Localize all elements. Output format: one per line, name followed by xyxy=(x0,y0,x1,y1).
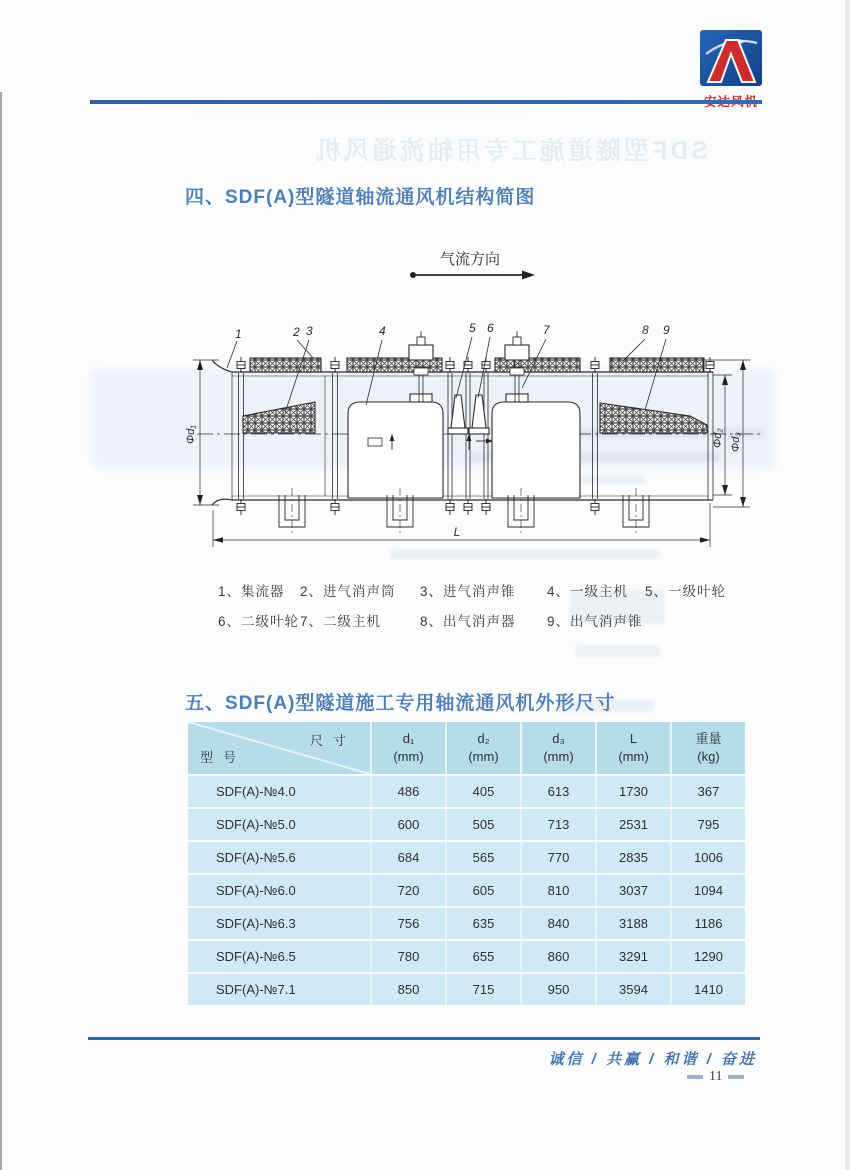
column-header-d2 xyxy=(445,722,520,774)
table-row xyxy=(188,875,745,906)
silencer-shells xyxy=(250,358,704,372)
section4-title: 四、SDF(A)型隧道轴流通风机结构简图 xyxy=(185,187,536,208)
legend-item: 4、一级主机 xyxy=(547,584,629,599)
value-cell: 810 xyxy=(520,875,595,906)
model-cell: SDF(A)-№7.1 xyxy=(216,982,296,997)
value-cell: 3188 xyxy=(595,908,670,939)
dimension-d1 xyxy=(185,360,219,505)
airflow-direction-label: 气流方向 xyxy=(439,251,501,268)
model-cell: SDF(A)-№5.0 xyxy=(216,817,296,832)
value-cell: 3594 xyxy=(595,974,670,1005)
brand-logo xyxy=(700,30,762,110)
bleed-through-bar xyxy=(575,645,660,657)
page-number-dash xyxy=(728,1075,744,1079)
table-row xyxy=(188,776,745,807)
footer-slogan: 诚信 / 共赢 / 和谐 / 奋进 xyxy=(548,1051,757,1068)
table-row xyxy=(188,842,745,873)
column-header-main: d₃ xyxy=(552,731,565,747)
value-cell: 655 xyxy=(445,941,520,972)
value-cell: 405 xyxy=(445,776,520,807)
dimensions-table xyxy=(188,722,745,1005)
value-cell: 2835 xyxy=(595,842,670,873)
page-number xyxy=(687,1069,744,1085)
value-cell: 605 xyxy=(445,875,520,906)
value-cell: 1290 xyxy=(670,941,745,972)
airflow-arrow-icon xyxy=(410,251,535,280)
model-cell: SDF(A)-№6.0 xyxy=(216,883,296,898)
value-cell: 840 xyxy=(520,908,595,939)
flange-bolts xyxy=(237,357,714,515)
dimension-length xyxy=(213,503,710,547)
legend-item: 7、二级主机 xyxy=(300,614,382,629)
table-row xyxy=(188,941,745,972)
dim-label-d2: Φd₂ xyxy=(712,428,724,448)
callout-2: 2 xyxy=(293,325,300,339)
callout-7: 7 xyxy=(543,323,550,337)
table-row xyxy=(188,809,745,840)
value-cell: 505 xyxy=(445,809,520,840)
column-header-main: 重量 xyxy=(695,731,722,747)
model-cell: SDF(A)-№6.5 xyxy=(216,949,296,964)
corner-label-size: 尺寸 xyxy=(309,733,356,748)
bleed-through-title: SDF型隧道施工专用轴流通风机 xyxy=(312,137,708,165)
column-header-main: d₂ xyxy=(477,731,490,747)
column-header-unit: (kg) xyxy=(697,749,720,764)
model-cell: SDF(A)-№6.3 xyxy=(216,916,296,931)
column-header-unit: (mm) xyxy=(393,749,424,764)
page-number-dash xyxy=(687,1075,703,1079)
value-cell: 1730 xyxy=(595,776,670,807)
legend-item: 6、二级叶轮 xyxy=(218,614,300,629)
scan-edge-artifact xyxy=(0,92,2,1170)
table-row xyxy=(188,974,745,1005)
callout-5: 5 xyxy=(469,321,476,335)
model-cell: SDF(A)-№4.0 xyxy=(216,784,296,799)
table-row xyxy=(188,908,745,939)
table-header-row xyxy=(188,722,745,774)
value-cell: 600 xyxy=(370,809,445,840)
value-cell: 780 xyxy=(370,941,445,972)
legend-item: 5、一级叶轮 xyxy=(645,584,727,599)
diagram-legend xyxy=(185,578,760,640)
page-number-value: 11 xyxy=(709,1069,723,1084)
outlet-silencer-cone xyxy=(600,403,707,433)
value-cell: 1094 xyxy=(670,875,745,906)
logo-a-icon xyxy=(700,30,762,86)
legend-item: 1、集流器 xyxy=(218,584,285,599)
value-cell: 1410 xyxy=(670,974,745,1005)
legend-item: 8、出气消声器 xyxy=(420,614,516,629)
column-header-unit: (mm) xyxy=(618,749,649,764)
value-cell: 756 xyxy=(370,908,445,939)
value-cell: 950 xyxy=(520,974,595,1005)
callout-4: 4 xyxy=(379,324,386,338)
value-cell: 770 xyxy=(520,842,595,873)
column-header-d1 xyxy=(370,722,445,774)
value-cell: 715 xyxy=(445,974,520,1005)
dim-label-d3: Φd₃ xyxy=(730,432,742,452)
value-cell: 3037 xyxy=(595,875,670,906)
model-cell: SDF(A)-№5.6 xyxy=(216,850,296,865)
column-header-unit: (mm) xyxy=(468,749,499,764)
section5-title: 五、SDF(A)型隧道施工专用轴流通风机外形尺寸 xyxy=(185,693,616,714)
legend-item: 3、进气消声锥 xyxy=(420,584,516,599)
value-cell: 850 xyxy=(370,974,445,1005)
corner-label-model: 型号 xyxy=(200,750,247,765)
callout-9: 9 xyxy=(663,323,670,337)
value-cell: 565 xyxy=(445,842,520,873)
column-header-d3 xyxy=(520,722,595,774)
impellers xyxy=(448,395,489,434)
value-cell: 486 xyxy=(370,776,445,807)
column-header-main: L xyxy=(629,731,638,747)
header-rule xyxy=(90,100,762,104)
dimension-d2 xyxy=(712,375,732,495)
value-cell: 367 xyxy=(670,776,745,807)
value-cell: 613 xyxy=(520,776,595,807)
column-header-weight xyxy=(670,722,745,774)
value-cell: 720 xyxy=(370,875,445,906)
inlet-silencer-cone xyxy=(243,402,315,433)
callout-6: 6 xyxy=(487,321,494,335)
dim-label-d1: Φd₁ xyxy=(185,425,197,444)
legend-item: 2、进气消声筒 xyxy=(300,584,396,599)
column-header-length xyxy=(595,722,670,774)
value-cell: 1186 xyxy=(670,908,745,939)
value-cell: 795 xyxy=(670,809,745,840)
scan-edge-artifact xyxy=(845,0,850,1170)
callout-1: 1 xyxy=(235,327,242,341)
fan-structure-diagram xyxy=(185,248,775,558)
legend-item: 9、出气消声锥 xyxy=(547,614,643,629)
value-cell: 713 xyxy=(520,809,595,840)
column-header-main: d₁ xyxy=(402,731,415,747)
callout-8: 8 xyxy=(642,323,649,337)
value-cell: 860 xyxy=(520,941,595,972)
table-corner-cell xyxy=(188,722,370,774)
value-cell: 635 xyxy=(445,908,520,939)
motor-housings xyxy=(348,394,580,498)
value-cell: 2531 xyxy=(595,809,670,840)
callout-3: 3 xyxy=(306,324,313,338)
dim-label-length: L xyxy=(453,525,461,539)
footer-rule xyxy=(88,1037,760,1040)
column-header-unit: (mm) xyxy=(543,749,574,764)
value-cell: 684 xyxy=(370,842,445,873)
value-cell: 3291 xyxy=(595,941,670,972)
value-cell: 1006 xyxy=(670,842,745,873)
